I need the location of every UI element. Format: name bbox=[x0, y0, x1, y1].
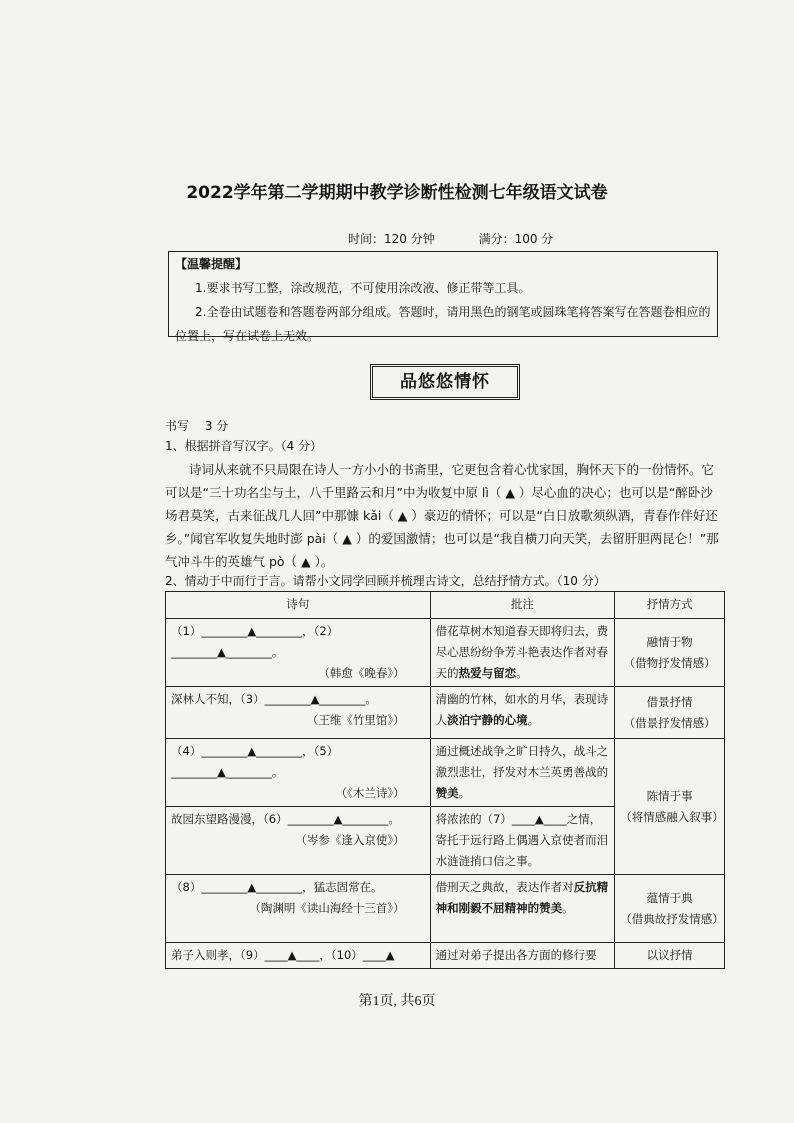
method-cell bbox=[615, 943, 725, 969]
poetry-table bbox=[165, 591, 725, 969]
tips-line-2: 2.全卷由试题卷和答题卷两部分组成。答题时，请用黑色的钢笔或圆珠笔将答案写在答题卷相应的位置上，写在试卷上无效。 bbox=[175, 305, 711, 343]
note-cell bbox=[430, 739, 615, 807]
poem-citation: （王维《竹里馆》） bbox=[306, 713, 405, 727]
note-emphasis: 淡泊宁静的心境 bbox=[447, 713, 528, 727]
poem-cell bbox=[166, 687, 431, 739]
poem-line[interactable]: （8）________▲________，猛志固常在。 bbox=[171, 880, 383, 894]
note-text-end: 。 bbox=[562, 901, 574, 915]
note-text-end: 。 bbox=[527, 713, 540, 727]
poem-citation: （岑参《逢入京使》） bbox=[295, 833, 405, 847]
method-cell bbox=[615, 687, 725, 739]
poem-cell bbox=[166, 875, 431, 943]
method-text: 陈情于事 （将情感融入叙事） bbox=[620, 788, 724, 824]
poem-citation: （《木兰诗》） bbox=[335, 786, 405, 800]
tips-line-1: 1.要求书写工整，涂改规范，不可使用涂改液、修正带等工具。 bbox=[195, 281, 531, 295]
note-text: 借花草树木知道春天即将归去，费尽心思纷纷争芳斗艳表达作者对春天的 bbox=[435, 624, 609, 680]
note-text-end: 。 bbox=[458, 786, 471, 800]
table-header: 诗句 bbox=[166, 592, 431, 619]
poem-line[interactable]: （4）________▲________，（5）________▲________。 bbox=[171, 744, 339, 779]
exam-title: 2022学年第二学期期中教学诊断性检测七年级语文试卷 bbox=[186, 183, 608, 203]
table-row bbox=[166, 739, 725, 807]
poem-cell bbox=[166, 943, 431, 969]
note-emphasis: 反抗精神和刚毅不屈精神的赞美 bbox=[435, 880, 609, 915]
note-cell bbox=[430, 807, 615, 875]
exam-meta bbox=[348, 230, 593, 247]
note-text[interactable]: 将浓浓的（7）____▲____之情，寄托于远行路上偶遇入京使者而泪水涟涟捎口信之事。 bbox=[435, 812, 609, 868]
method-text: 融情于物 （借物抒发情感） bbox=[623, 634, 716, 670]
question-2-heading: 2、情动于中而行于言。请帮小文同学回顾并梳理古诗文，总结抒情方式。（10 分） bbox=[165, 574, 606, 588]
note-text: 通过对弟子提出各方面的修行要 bbox=[435, 948, 597, 962]
note-text: 借刑天之典故，表达作者对 bbox=[435, 880, 574, 894]
poem-citation: （韩愈《晚春》） bbox=[318, 666, 405, 680]
poem-citation: （陶渊明《读山海经十三首》） bbox=[249, 901, 405, 915]
writing-score: 书写 3 分 bbox=[165, 419, 229, 433]
note-cell bbox=[430, 943, 615, 969]
method-cell bbox=[615, 619, 725, 687]
table-header-row bbox=[166, 592, 725, 619]
full-score: 满分：100 分 bbox=[478, 232, 554, 246]
table-row bbox=[166, 943, 725, 969]
note-text-end: 。 bbox=[516, 666, 528, 680]
note-emphasis: 热爱与留恋 bbox=[458, 666, 517, 680]
tips-box bbox=[168, 251, 718, 343]
page-footer: 第1页, 共6页 bbox=[358, 994, 436, 1009]
method-text: 蕴情于典 （借典故抒发情感） bbox=[620, 890, 724, 926]
question-1-paragraph bbox=[165, 458, 725, 573]
note-cell bbox=[430, 875, 615, 943]
tips-heading: 【温馨提醒】 bbox=[175, 257, 248, 271]
note-cell bbox=[430, 687, 615, 739]
method-text: 借景抒情 （借景抒发情感） bbox=[623, 694, 716, 730]
question-1-text: 诗词从来就不只局限在诗人一方小小的书斋里，它更包含着心忧家国，胸怀天下的一份情怀。它可以是“三十功名尘与土，八千里路云和月”中为收复中原 lì（ ▲ ）尽心血的决心；也可以是“醉卧沙场君莫笑，古来征战几人回”中那慷 kǎi（ ▲ ）豪迈的情怀；可以是“白日放歌须纵酒，青春作伴好还乡。”闻官军收复失地时澎 pài（ ▲ ）的爱国激情；也可以是“我自横刀向天笑，去留肝胆两昆仑！”那气冲斗牛的英雄气 pò（ ▲ ）。 bbox=[165, 462, 719, 569]
table-header: 批注 bbox=[430, 592, 615, 619]
poem-cell bbox=[166, 807, 431, 875]
note-emphasis: 赞美 bbox=[435, 786, 459, 800]
section-banner: 品悠悠情怀 bbox=[370, 364, 520, 400]
table-row bbox=[166, 687, 725, 739]
note-text: 清幽的竹林，如水的月华，表现诗人 bbox=[435, 692, 609, 727]
method-cell bbox=[615, 739, 725, 875]
table-row bbox=[166, 875, 725, 943]
note-cell bbox=[430, 619, 615, 687]
poem-cell bbox=[166, 739, 431, 807]
poem-line[interactable]: （1）________▲________，（2）________▲________。 bbox=[171, 624, 339, 659]
table-row bbox=[166, 619, 725, 687]
method-cell bbox=[615, 875, 725, 943]
question-1-heading: 1、根据拼音写汉字。（4 分） bbox=[165, 439, 323, 453]
table-header: 抒情方式 bbox=[615, 592, 725, 619]
poem-line[interactable]: 弟子入则孝，（9）____▲____，（10）____▲ bbox=[171, 948, 395, 962]
poem-cell bbox=[166, 619, 431, 687]
method-text: 以议抒情 bbox=[646, 948, 693, 962]
poem-line[interactable]: 深林人不知，（3）________▲________。 bbox=[171, 692, 377, 706]
note-text: 通过概述战争之旷日持久，战斗之激烈悲壮，抒发对木兰英勇善战的 bbox=[435, 744, 609, 779]
time-limit: 时间：120 分钟 bbox=[348, 232, 435, 246]
poem-line[interactable]: 故园东望路漫漫，（6）________▲________。 bbox=[171, 812, 400, 826]
